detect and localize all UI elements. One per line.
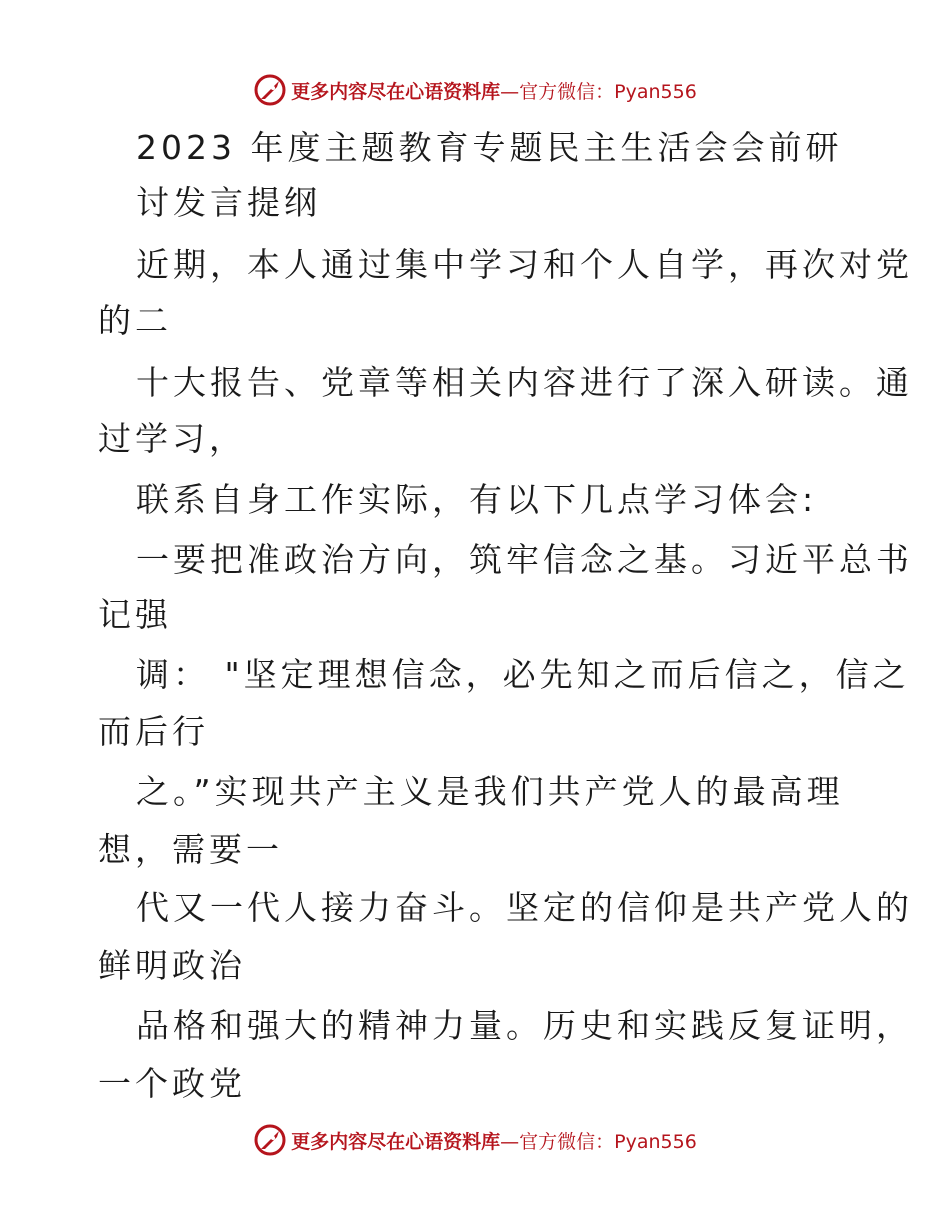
doc-line: 调： "坚定理想信念，必先知之而后信之，信之 [136,655,910,694]
doc-line: 代又一代人接力奋斗。坚定的信仰是共产党人的 [136,888,913,927]
doc-line: 而后行 [98,712,209,751]
watermark-text: 更多内容尽在心语资料库 [291,1130,501,1153]
header-watermark [0,70,950,110]
watermark-contact: —官方微信：Pyan556 [500,1130,697,1153]
doc-line: 鲜明政治 [98,946,246,985]
doc-line: 的二 [98,301,172,340]
doc-line: 十大报告、党章等相关内容进行了深入研读。通 [136,363,913,402]
doc-line: 之。”实现共产主义是我们共产党人的最高理 [136,772,844,811]
pen-seal-icon [253,73,287,107]
doc-line: 想，需要一 [98,830,283,869]
watermark-contact: —官方微信：Pyan556 [500,80,697,103]
pen-seal-icon [253,1123,287,1157]
doc-line: 一个政党 [98,1064,246,1103]
footer-watermark [0,1120,950,1160]
doc-line: 过学习， [98,419,246,458]
doc-line: 讨发言提纲 [136,183,321,222]
watermark-text: 更多内容尽在心语资料库 [291,80,501,103]
doc-line: 记强 [98,595,172,634]
doc-line: 联系自身工作实际，有以下几点学习体会: [136,480,818,519]
doc-line: 一要把准政治方向，筑牢信念之基。习近平总书 [136,540,913,579]
doc-line: 品格和强大的精神力量。历史和实践反复证明， [136,1006,913,1045]
doc-line: 近期，本人通过集中学习和个人自学，再次对党 [136,245,913,284]
doc-line: 2023 年度主题教育专题民主生活会会前研 [136,128,843,167]
